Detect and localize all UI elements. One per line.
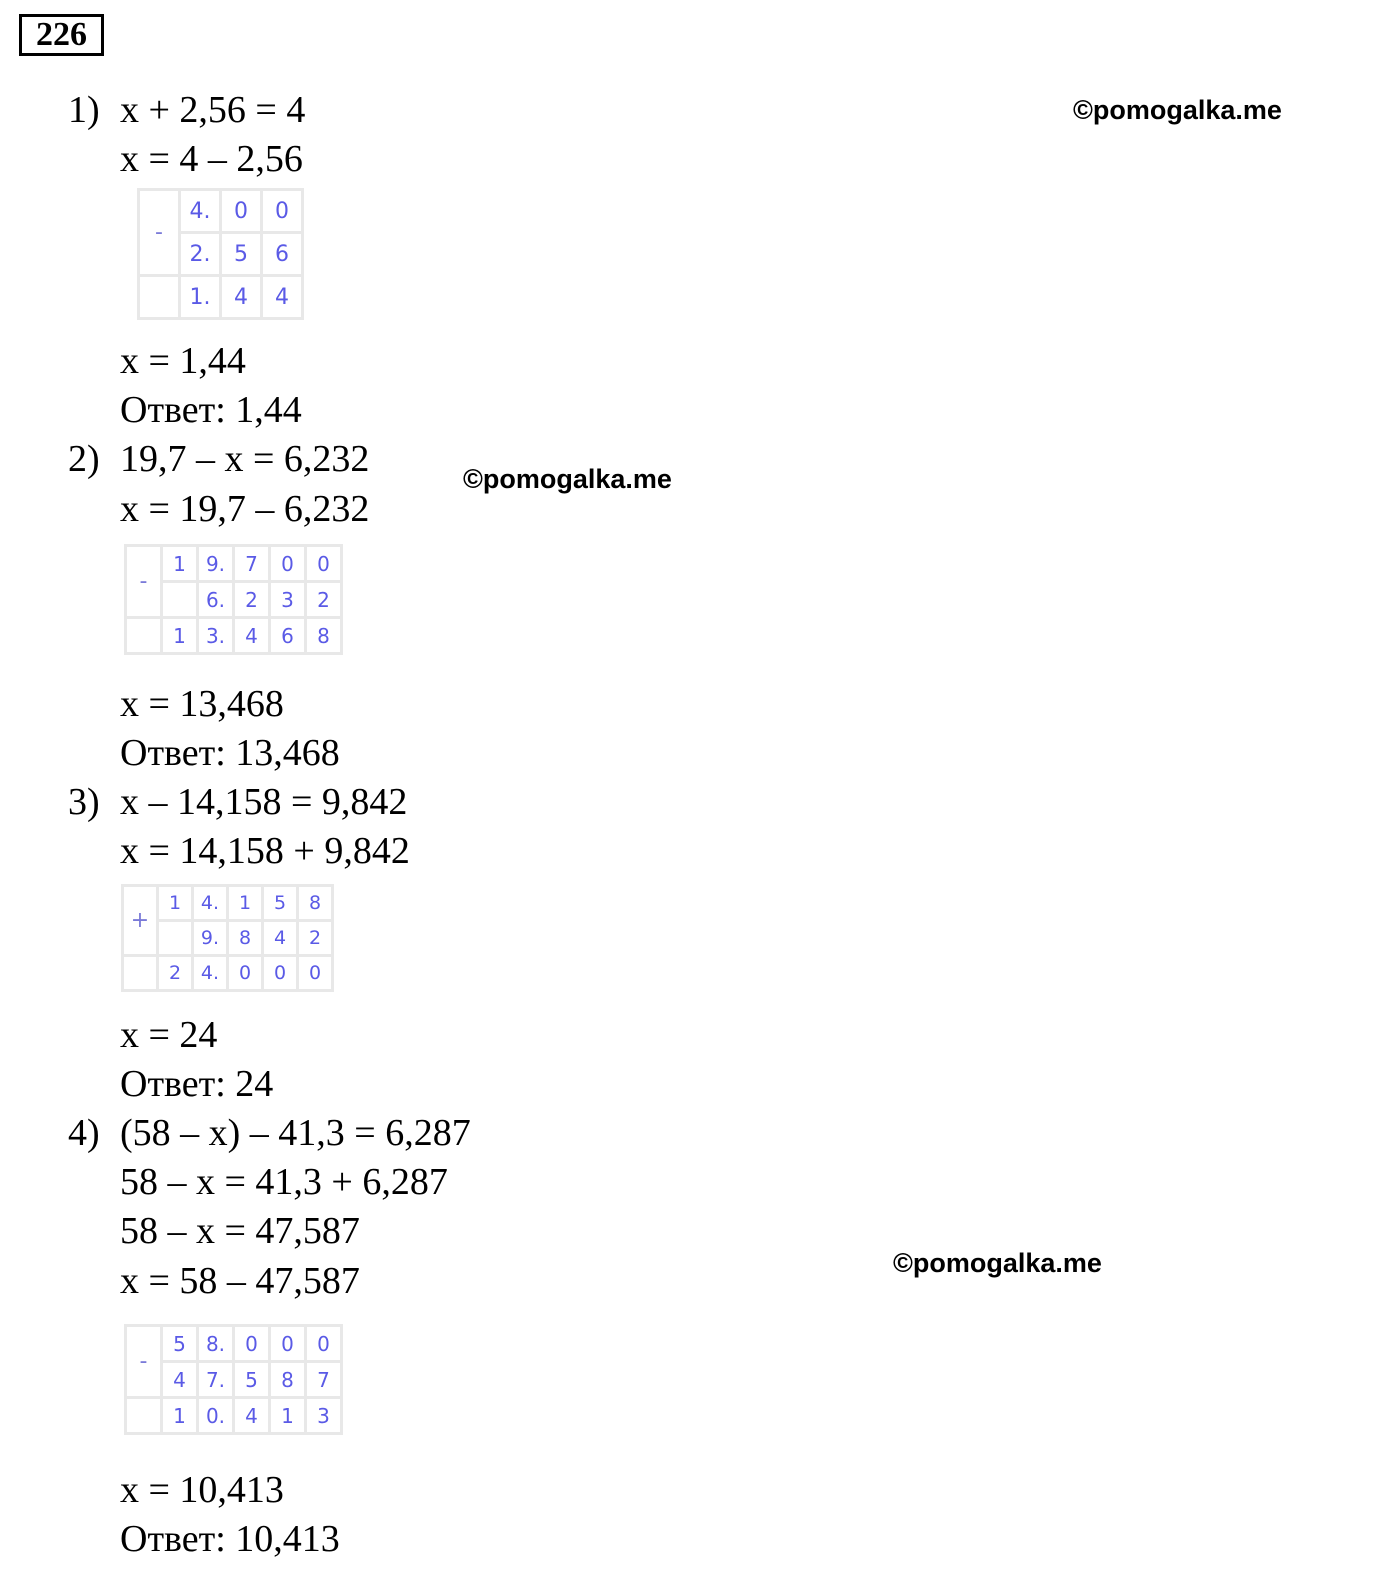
column-calculation <box>124 1324 343 1435</box>
result-digit-cell: 1. <box>180 276 221 319</box>
equation-line: (58 – x) – 41,3 = 6,287 <box>120 1112 471 1154</box>
solution-line: x = 10,413 <box>120 1469 284 1511</box>
answer-line: Ответ: 1,44 <box>120 389 302 431</box>
digit-cell: 6 <box>262 233 303 276</box>
digit-cell: 6. <box>198 582 234 618</box>
operator-sign: - <box>139 190 180 276</box>
equation-line: x + 2,56 = 4 <box>120 89 306 131</box>
digit-cell: 5 <box>234 1362 270 1398</box>
digit-cell: 2 <box>298 921 333 956</box>
equation-line: x = 14,158 + 9,842 <box>120 830 410 872</box>
equation-line: x = 4 – 2,56 <box>120 138 303 180</box>
digit-cell <box>158 921 193 956</box>
empty-cell <box>126 618 162 654</box>
digit-cell: 2. <box>180 233 221 276</box>
result-digit-cell: 1 <box>162 618 198 654</box>
digit-cell: 0 <box>221 190 262 233</box>
digit-cell: 8 <box>298 886 333 921</box>
equation-line: 58 – x = 47,587 <box>120 1210 360 1252</box>
problem-label: 2) <box>68 438 100 480</box>
answer-line: Ответ: 24 <box>120 1063 274 1105</box>
solution-line: x = 24 <box>120 1014 218 1056</box>
digit-cell: 5 <box>162 1326 198 1362</box>
result-digit-cell: 4 <box>262 276 303 319</box>
digit-cell: 4. <box>180 190 221 233</box>
digit-cell: 0 <box>234 1326 270 1362</box>
solution-line: x = 13,468 <box>120 683 284 725</box>
solution-line: x = 1,44 <box>120 340 246 382</box>
result-digit-cell: 6 <box>270 618 306 654</box>
equation-line: x = 19,7 – 6,232 <box>120 488 370 530</box>
operator-sign: - <box>126 1326 162 1398</box>
result-digit-cell: 1 <box>270 1398 306 1434</box>
empty-cell <box>123 956 158 991</box>
digit-cell: 0 <box>270 546 306 582</box>
digit-cell: 8 <box>228 921 263 956</box>
digit-cell: 5 <box>263 886 298 921</box>
problem-label: 3) <box>68 781 100 823</box>
equation-line: 19,7 – x = 6,232 <box>120 438 370 480</box>
digit-cell: 0 <box>270 1326 306 1362</box>
digit-cell: 4 <box>162 1362 198 1398</box>
digit-cell: 9. <box>198 546 234 582</box>
answer-line: Ответ: 13,468 <box>120 732 340 774</box>
result-digit-cell: 4 <box>234 618 270 654</box>
digit-cell: 0 <box>306 546 342 582</box>
digit-cell: 4 <box>263 921 298 956</box>
watermark: ©pomogalka.me <box>1073 95 1282 125</box>
digit-cell: 8 <box>270 1362 306 1398</box>
result-digit-cell: 1 <box>162 1398 198 1434</box>
empty-cell <box>126 1398 162 1434</box>
digit-cell: 2 <box>234 582 270 618</box>
result-digit-cell: 3. <box>198 618 234 654</box>
result-digit-cell: 0 <box>298 956 333 991</box>
equation-line: x = 58 – 47,587 <box>120 1260 360 1302</box>
result-digit-cell: 8 <box>306 618 342 654</box>
result-digit-cell: 0 <box>263 956 298 991</box>
result-digit-cell: 2 <box>158 956 193 991</box>
answer-line: Ответ: 10,413 <box>120 1518 340 1560</box>
digit-cell: 1 <box>162 546 198 582</box>
operator-sign: - <box>126 546 162 618</box>
column-calculation <box>124 544 343 655</box>
task-number: 226 <box>19 14 104 56</box>
column-calculation <box>137 188 304 320</box>
result-digit-cell: 3 <box>306 1398 342 1434</box>
problem-label: 1) <box>68 89 100 131</box>
digit-cell: 8. <box>198 1326 234 1362</box>
watermark: ©pomogalka.me <box>463 464 672 494</box>
digit-cell: 7 <box>306 1362 342 1398</box>
digit-cell: 7. <box>198 1362 234 1398</box>
digit-cell: 0 <box>306 1326 342 1362</box>
digit-cell <box>162 582 198 618</box>
digit-cell: 5 <box>221 233 262 276</box>
operator-sign: + <box>123 886 158 956</box>
problem-label: 4) <box>68 1112 100 1154</box>
empty-cell <box>139 276 180 319</box>
result-digit-cell: 0 <box>228 956 263 991</box>
equation-line: 58 – x = 41,3 + 6,287 <box>120 1161 448 1203</box>
digit-cell: 2 <box>306 582 342 618</box>
result-digit-cell: 4. <box>193 956 228 991</box>
digit-cell: 4. <box>193 886 228 921</box>
digit-cell: 0 <box>262 190 303 233</box>
result-digit-cell: 4 <box>221 276 262 319</box>
watermark: ©pomogalka.me <box>893 1248 1102 1278</box>
digit-cell: 1 <box>228 886 263 921</box>
equation-line: x – 14,158 = 9,842 <box>120 781 408 823</box>
result-digit-cell: 4 <box>234 1398 270 1434</box>
digit-cell: 3 <box>270 582 306 618</box>
digit-cell: 7 <box>234 546 270 582</box>
result-digit-cell: 0. <box>198 1398 234 1434</box>
digit-cell: 1 <box>158 886 193 921</box>
column-calculation <box>121 884 334 992</box>
digit-cell: 9. <box>193 921 228 956</box>
